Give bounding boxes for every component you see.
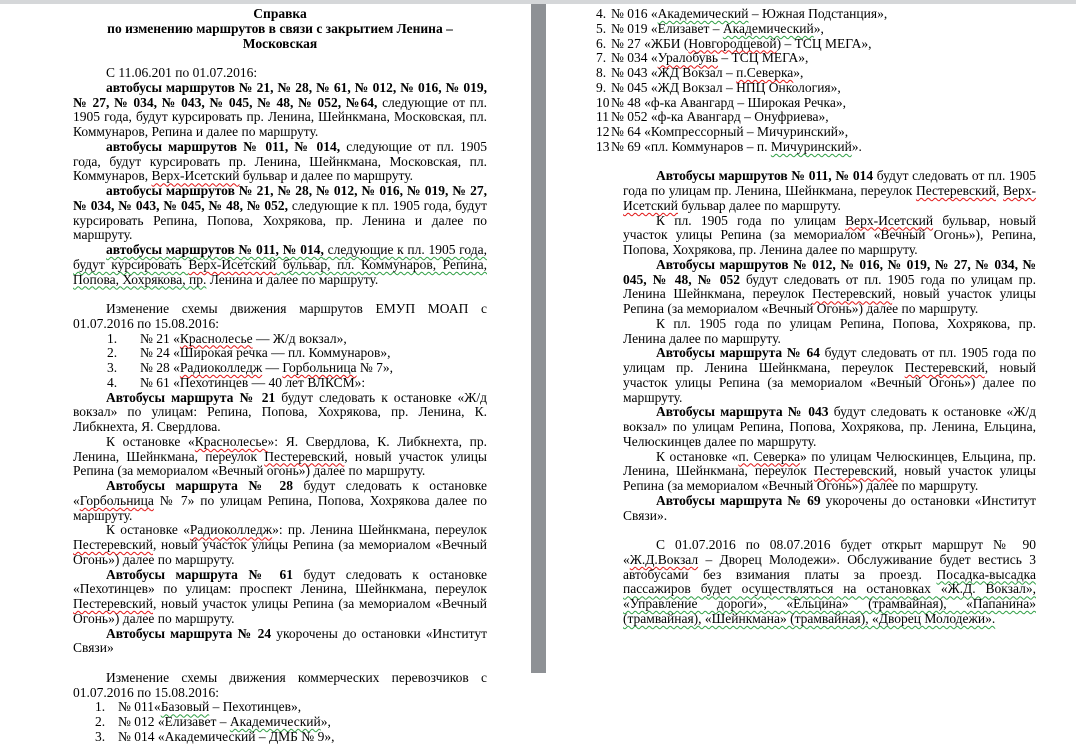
text-run: п. Северка	[738, 448, 800, 464]
list-number: 9.	[596, 79, 607, 95]
paragraph	[623, 450, 1036, 494]
text-run: будут следовать от пл. 1905 года по улицам пр. Ленина, Шейнкмана, переулок	[623, 168, 1036, 198]
text-run: № 019 «Елизавет –	[611, 20, 723, 36]
paragraph	[623, 494, 1036, 524]
text-run: Академический	[722, 20, 814, 36]
text-run: п.Северка	[736, 65, 794, 80]
text-run: № 011«	[118, 699, 161, 715]
text-run: Изменение схемы движения коммерческих перевозчиков с 01.07.2016 по 15.08.2016:	[73, 669, 487, 700]
paragraph	[623, 214, 1036, 258]
text-run: Посадка-высадка пассажиров будет осуществляться на остановках «Ж.Д. Вокзал», «Управление дороги», «Ельцина» (трамвайная), «Папанина» (трамвайная), «Шейнкмана» (трамвайная), «Дворец Молодежи».	[623, 566, 1036, 626]
paragraph	[73, 302, 487, 332]
text-run: »: Я. Свердлова, К. Либкнехта, пр. Ленина, Шейнкмана, переулок	[73, 433, 487, 464]
text-run: ) – ТСЦ МЕГА»,	[776, 35, 872, 51]
text-run: , новый участок улицы Репина (за мемориалом «Вечный Огонь») далее по маршруту.	[623, 463, 1036, 493]
paragraph	[73, 627, 487, 657]
text-run: № 043 «ЖД Вокзал –	[611, 65, 737, 80]
document-page-2[interactable]	[546, 4, 1076, 673]
list-number: 12	[596, 124, 610, 139]
text-run: Пестеревский	[264, 448, 345, 464]
paragraph	[73, 66, 487, 81]
text-run: – Дворец Молодежи». Обслуживание будет вестись 3 автобусами без взимания платы за проезд.	[623, 551, 1036, 582]
paragraph	[73, 243, 487, 287]
list-item	[596, 96, 1036, 111]
text-run: С 11.06.201 по 01.07.2016:	[106, 65, 258, 80]
text-run: » по улицам Челюскинцев, Ельцина, пр. Ленина, Шейнкмана, переулок	[623, 448, 1037, 479]
text-run: № 64 «Компрессорный – Мичуринский»,	[611, 124, 849, 139]
list-number: 4.	[107, 374, 118, 390]
text-run: Автобусы маршрутов № 011, № 014	[656, 168, 874, 184]
blank-line	[73, 51, 487, 66]
text-run: К пл. 1905 года по улицам	[656, 212, 846, 228]
text-run: № 045 «ЖД Вокзал – НПЦ Онкология»,	[611, 79, 841, 95]
text-run: Справка	[253, 6, 307, 21]
text-run: Автобусы маршрута № 64	[656, 345, 820, 361]
list-number: 10	[596, 94, 610, 110]
text-run: »,	[320, 714, 331, 729]
text-run: укорочены до остановки «Институт Связи»	[73, 625, 487, 656]
text-run: Верх-Исетский	[151, 168, 240, 184]
text-run: , новый участок улицы Репина (за мемориалом «Вечный Огонь») далее по маршруту.	[73, 537, 487, 567]
text-run: »: пр. Ленина Шейнкмана, переулок	[272, 522, 487, 538]
text-run: автобусы маршрутов № 21, № 28, № 012, № 016, № 019, № 27, № 034, № 043, № 045, № 48, № 052,	[73, 183, 487, 213]
paragraph	[623, 317, 1036, 347]
text-run: следующие от пл. 1905 года, будут курсировать пр. Ленина, Шейнкмана, Московская, пл. Коммунаров, Репина и далее по маршруту.	[73, 94, 487, 139]
text-run: К остановке «	[656, 448, 739, 464]
text-run: Автобусы маршрута № 043	[656, 404, 829, 420]
document-title	[73, 22, 487, 52]
text-run: ».	[851, 138, 862, 154]
text-run: будут следовать к остановке «Ж/д вокзал» по улицам: Репина, Попова, Хохрякова, пр. Ленина, К. Либкнехта, Я. Свердлова.	[73, 389, 487, 434]
text-run: будут следовать от пл. 1905 года по улицам пр. Ленина Шейнкмана, переулок	[623, 271, 1037, 302]
list-number: 5.	[596, 20, 607, 36]
list-item	[107, 376, 487, 391]
text-run: будут следовать к остановке «Ж/д вокзал» по улицам Репина, Попова, Хохрякова, пр. Ленина, Ельцина, Челюскинцев далее по маршруту.	[623, 404, 1036, 449]
text-run: Пестеревский	[813, 463, 894, 479]
text-run: № 034 «	[611, 50, 658, 66]
text-run: Краснолесье	[194, 433, 268, 449]
text-run: бульвар, новый участок улицы Репина (за мемориалом «Вечный Огонь»), Репина, Попова, Хохрякова, пр. Ленина далее по маршруту.	[623, 212, 1036, 257]
text-run: – Пехотинцев»,	[209, 699, 302, 715]
text-run: К остановке «	[106, 522, 190, 538]
list-number: 7.	[596, 50, 607, 66]
list-item	[596, 81, 1036, 96]
text-run: автобусы маршрутов № 21, № 28, № 61, № 012, № 016, № 019, № 27, № 034, № 043, № 045, № 48, № 052, №64,	[73, 79, 487, 110]
text-run: следующие к пл. 1905 года, будут курсировать	[73, 242, 487, 272]
text-run: К пл. 1905 года по улицам Репина, Попова, Хохрякова, пр. Ленина далее по маршруту.	[623, 315, 1036, 346]
list-item	[596, 140, 1036, 155]
text-run: № 48 «ф-ка Авангард – Широкая Речка»,	[611, 94, 846, 110]
paragraph	[623, 538, 1036, 627]
paragraph	[73, 391, 487, 435]
text-run: Верх-Исетский	[845, 212, 934, 228]
list-item	[596, 7, 1036, 22]
paragraph	[73, 81, 487, 140]
blank-line	[73, 287, 487, 302]
paragraph	[73, 479, 487, 523]
text-run: автобусы маршрутов № 011, № 014,	[106, 138, 341, 154]
list-item	[596, 51, 1036, 66]
text-run: , новый участок улицы Репина (за мемориалом «Вечный огонь») далее по маршруту.	[73, 448, 487, 479]
text-run: № 016 «	[611, 6, 658, 21]
text-run: , новый участок улицы Репина (за мемориалом «Вечный Огонь») далее по маршруту.	[623, 286, 1036, 316]
paragraph	[73, 140, 487, 184]
text-run: – ТСЦ МЕГА»,	[718, 50, 809, 66]
text-run: Уралобувь	[657, 50, 718, 66]
list-item	[596, 125, 1036, 140]
text-run: , новый участок улицы Репина (за мемориалом «Вечный Огонь») далее по маршруту.	[623, 360, 1036, 405]
list-item	[107, 346, 487, 361]
list-item	[95, 715, 487, 730]
paragraph	[73, 568, 487, 627]
paragraph	[73, 671, 487, 701]
text-run: Ж.Д.Вокзал	[629, 551, 699, 567]
document-title	[73, 7, 487, 22]
text-run: автобусы маршрутов № 011, № 014,	[106, 242, 324, 257]
text-run: № 7»,	[356, 360, 394, 375]
text-run: Ленина и далее по маршруту.	[206, 271, 379, 287]
text-run: № 7» по улицам Репина, Попова, Хохрякова далее по маршруту.	[73, 492, 487, 523]
list-number: 2.	[95, 714, 106, 729]
list-number: 6.	[596, 35, 607, 51]
page-divider	[531, 4, 546, 673]
paragraph	[623, 346, 1036, 405]
text-run: Краснолесье	[179, 330, 253, 346]
blank-line	[73, 656, 487, 671]
list-number: 8.	[596, 65, 607, 80]
text-run: Академический	[229, 714, 321, 729]
text-run: , новый участок улицы Репина (за мемориалом «Вечный Огонь») далее по маршруту.	[73, 596, 487, 626]
list-number: 11	[596, 109, 609, 125]
list-item	[95, 700, 487, 715]
list-item	[596, 66, 1036, 81]
text-run: № 24 «Широкая речка — пл. Коммунаров»,	[140, 345, 391, 361]
text-run: С 01.07.2016 по 08.07.2016 будет открыт маршрут № 90 «	[623, 537, 1036, 567]
paragraph	[73, 184, 487, 243]
list-item	[107, 332, 487, 347]
text-run: Пестеревский	[904, 360, 985, 375]
text-run: № 052 «ф-ка Авангард – Онуфриева»,	[611, 109, 829, 125]
paragraph	[73, 523, 487, 567]
text-run: следующие от пл. 1905 года, будут курсировать пр. Ленина, Шейнкмана, Московская, пл. Коммунаров,	[73, 138, 487, 184]
text-run: Автобусы маршрута № 61	[106, 566, 293, 582]
text-run: – Южная Подстанция»,	[748, 6, 888, 21]
list-number: 4.	[596, 6, 607, 21]
text-run: К остановке «	[106, 433, 195, 449]
paragraph	[623, 169, 1036, 213]
text-run: следующие к пл. 1905 года, будут курсировать Репина, Попова, Хохрякова, пр. Ленина и далее по маршруту.	[73, 197, 487, 243]
text-run: Автобусы маршрута № 69	[656, 492, 821, 508]
text-run: Автобусы маршрута № 24	[106, 625, 272, 641]
blank-line	[623, 155, 1036, 170]
text-run: бульвар далее по маршруту.	[677, 197, 841, 213]
text-run: № 61 «Пехотинцев — 40 лет ВЛКСМ»:	[140, 374, 366, 390]
list-item	[107, 361, 487, 376]
text-run: ,	[995, 183, 1004, 198]
paragraph	[623, 405, 1036, 449]
text-run: —	[262, 360, 283, 375]
text-run: № 27 «ЖБИ (	[611, 35, 689, 51]
paragraph	[73, 435, 487, 479]
list-number: 1.	[107, 330, 118, 346]
text-run: Верх-Исетский	[188, 256, 277, 272]
text-run: Пестеревский	[73, 537, 153, 552]
text-run: Новгородцевой	[688, 35, 777, 51]
list-item	[596, 37, 1036, 52]
text-run: Пестеревский	[812, 286, 893, 302]
text-run: Академический	[657, 6, 749, 21]
text-run: № 69 «пл. Коммунаров – п.	[611, 138, 771, 154]
list-number: 13	[596, 138, 610, 154]
list-item	[95, 730, 487, 745]
text-run: Автобусы маршрута № 21	[106, 389, 276, 405]
text-run: Базовый	[160, 699, 210, 715]
document-page-1[interactable]	[0, 4, 531, 744]
list-number: 3.	[95, 728, 106, 744]
text-run: № 28 «	[140, 360, 180, 375]
text-run: Радиоколледж	[189, 522, 273, 538]
text-run: — Ж/д вокзал»,	[252, 330, 347, 346]
text-run: бульвар, пл. Коммунаров, Репина, Попова, Хохрякова, пр.	[73, 256, 487, 287]
text-run: Горбольница	[282, 360, 357, 375]
list-number: 1.	[95, 699, 106, 715]
blank-line	[623, 523, 1036, 538]
text-run: Верх-Исетский	[623, 183, 1037, 213]
text-run: по изменению маршрутов в связи с закрытием Ленина – Московская	[107, 20, 453, 51]
text-run: укорочены до остановки «Институт Связи».	[623, 492, 1036, 523]
text-run: бульвар и далее по маршруту.	[239, 168, 414, 184]
text-run: № 014 «Академический – ДМБ № 9»,	[118, 728, 335, 744]
text-run: Автобусы маршрутов № 012, № 016, № 019, № 27, № 034, № 045, № 48, № 052	[623, 256, 1036, 287]
text-run: будут следовать к остановке «	[73, 478, 487, 508]
text-run: Автобусы маршрута № 28	[106, 478, 293, 493]
text-run: № 012 «Елизавет –	[118, 714, 230, 729]
text-run: »,	[813, 20, 824, 36]
list-number: 3.	[107, 360, 118, 375]
text-run: Горбольница	[79, 492, 154, 508]
text-run: Пестеревский	[73, 596, 153, 611]
paragraph	[623, 258, 1036, 317]
text-run: будут следовать от пл. 1905 года по улицам пр. Ленина Шейнкмана, переулок	[623, 345, 1036, 375]
list-item	[596, 110, 1036, 125]
text-run: Пестеревский	[915, 183, 996, 198]
list-item	[596, 22, 1036, 37]
text-run: Изменение схемы движения маршрутов ЕМУП МОАП с 01.07.2016 по 15.08.2016:	[73, 301, 487, 331]
text-run: Радиоколледж	[179, 360, 263, 375]
text-run: № 21 «	[140, 330, 180, 346]
text-run: Мичуринский	[770, 138, 852, 154]
list-number: 2.	[107, 345, 118, 361]
text-run: »,	[793, 65, 804, 80]
text-run: будут следовать к остановке «Пехотинцев» по улицам: проспект Ленина, Шейнкмана, переулок	[73, 566, 487, 597]
